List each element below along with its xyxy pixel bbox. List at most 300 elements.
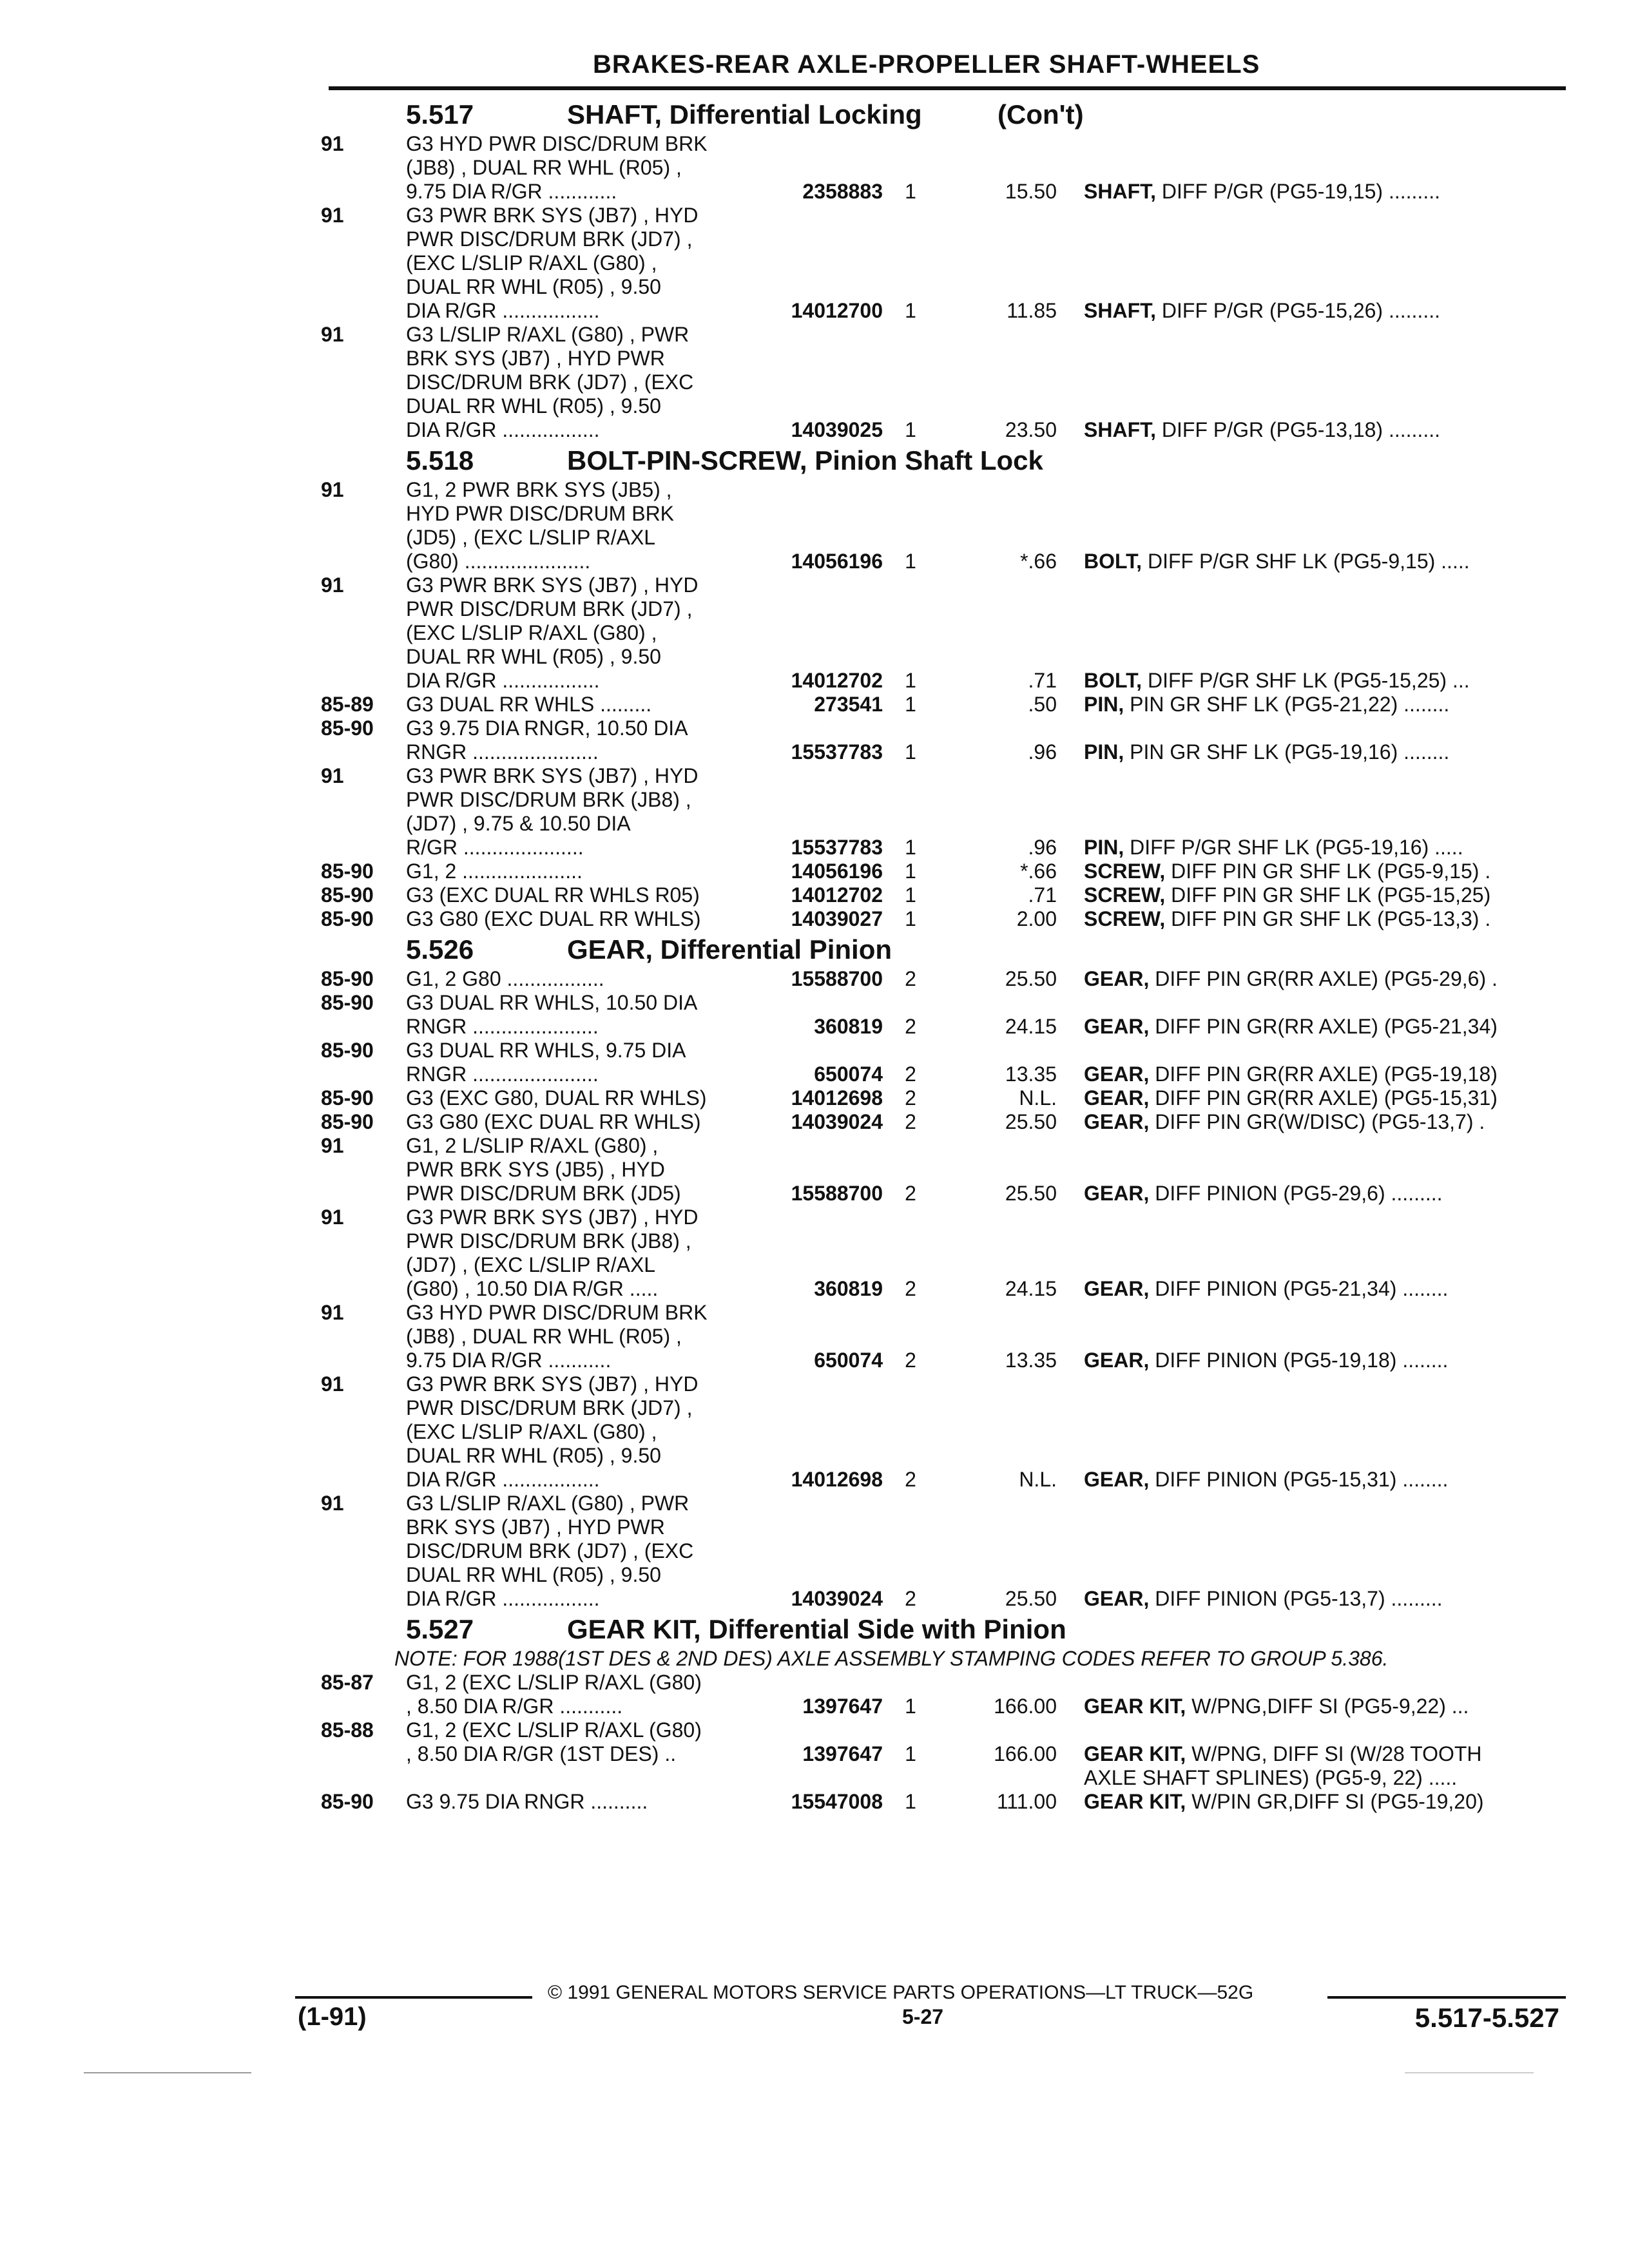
part-reference [1084,1062,1498,1086]
part-reference [1084,1586,1443,1611]
part-number: 650074 [814,1349,883,1372]
quantity: 1 [905,836,916,859]
part-number: 15547008 [791,1790,883,1813]
part-name: GEAR, [1084,1277,1150,1300]
model-year: 91 [321,1492,344,1515]
table-row [0,1670,1629,1695]
table-row [0,1396,1629,1420]
list-price: .71 [1028,883,1057,907]
part-number: 14056196 [791,550,883,573]
model-year: 85-90 [321,967,374,990]
part-name: GEAR KIT, [1084,1742,1186,1765]
quantity: 2 [905,1349,916,1372]
part-number: 273541 [814,693,883,716]
usage-description: (JD7) , 9.75 & 10.50 DIA [406,812,631,835]
list-price: *.66 [1020,550,1057,573]
list-price: 15.50 [1005,180,1057,203]
table-row [0,1253,1629,1277]
usage-description: R/GR ..................... [406,836,584,859]
quantity: 1 [905,550,916,573]
usage-description: DIA R/GR ................. [406,1468,600,1491]
part-reference [1084,1014,1498,1039]
table-row [0,668,1629,693]
usage-description: PWR DISC/DRUM BRK (JB8) , [406,788,691,811]
usage-description: G3 L/SLIP R/AXL (G80) , PWR [406,1492,689,1515]
quantity: 1 [905,860,916,883]
note-text: NOTE: FOR 1988(1ST DES & 2ND DES) AXLE ASSEMBLY STAMPING CODES REFER TO GROUP 5.386. [394,1647,1389,1670]
table-row [0,1014,1629,1039]
usage-description: DUAL RR WHL (R05) , 9.50 [406,1444,661,1467]
table-row [0,1742,1629,1766]
table-row [0,859,1629,883]
part-name: SHAFT, [1084,418,1156,441]
model-year: 91 [321,478,344,501]
scan-artifact [84,2072,251,2073]
table-row [0,1515,1629,1539]
table-row [0,907,1629,931]
quantity: 2 [905,1015,916,1038]
table-row [0,597,1629,621]
footer-section-range: 5.517-5.527 [1414,2003,1559,2033]
model-year: 91 [321,204,344,227]
table-row [0,1300,1629,1325]
usage-description: (G80) ...................... [406,550,591,573]
table-row [0,692,1629,716]
page-header-title: BRAKES-REAR AXLE-PROPELLER SHAFT-WHEELS [593,50,1260,79]
part-detail: DIFF PINION (PG5-15,31) ........ [1149,1468,1449,1491]
model-year: 85-90 [321,1110,374,1133]
quantity: 1 [905,693,916,716]
part-name: SCREW, [1084,883,1166,907]
part-name: GEAR, [1084,1015,1150,1038]
list-price: 25.50 [1005,967,1057,990]
table-row [0,1443,1629,1468]
quantity: 1 [905,299,916,322]
section-note [0,1646,1629,1671]
quantity: 2 [905,967,916,990]
table-row [0,131,1629,156]
part-reference [1084,835,1463,860]
usage-description: 9.75 DIA R/GR ........... [406,1349,612,1372]
quantity: 1 [905,1790,916,1813]
list-price: 166.00 [994,1695,1057,1718]
part-number: 15537783 [791,836,883,859]
usage-description: DUAL RR WHL (R05) , 9.50 [406,394,661,418]
table-row [0,1419,1629,1444]
part-detail: DIFF PIN GR(RR AXLE) (PG5-15,31) [1149,1086,1498,1110]
part-number: 360819 [814,1015,883,1038]
list-price: 25.50 [1005,1587,1057,1610]
usage-description: G3 PWR BRK SYS (JB7) , HYD [406,1372,699,1396]
usage-description: G3 DUAL RR WHLS, 10.50 DIA [406,991,698,1014]
usage-description: BRK SYS (JB7) , HYD PWR [406,347,665,370]
part-detail: DIFF P/GR SHF LK (PG5-19,16) ..... [1124,836,1463,859]
part-reference [1084,692,1449,716]
usage-description: G1, 2 (EXC L/SLIP R/AXL (G80) [406,1718,702,1742]
list-price: 13.35 [1005,1349,1057,1372]
usage-description: (JB8) , DUAL RR WHL (R05) , [406,156,682,179]
table-row [0,966,1629,991]
usage-description: (JD5) , (EXC L/SLIP R/AXL [406,526,656,549]
part-detail: DIFF PIN GR(W/DISC) (PG5-13,7) . [1149,1110,1485,1133]
part-reference [1084,668,1470,693]
quantity: 2 [905,1587,916,1610]
part-reference [1084,907,1490,931]
table-row [0,322,1629,347]
part-number: 14039024 [791,1587,883,1610]
part-reference [1084,1694,1469,1718]
usage-description: HYD PWR DISC/DRUM BRK [406,502,675,525]
usage-description: G3 (EXC G80, DUAL RR WHLS) [406,1086,707,1110]
section-number: 5.526 [406,934,474,965]
part-name: GEAR, [1084,1587,1150,1610]
table-row [0,1181,1629,1206]
table-row [0,620,1629,645]
usage-description: G3 G80 (EXC DUAL RR WHLS) [406,907,701,930]
part-detail: DIFF P/GR SHF LK (PG5-15,25) ... [1142,669,1470,692]
table-row [0,298,1629,323]
part-number: 15537783 [791,740,883,764]
scan-artifact [1405,2072,1534,2073]
part-reference [1084,1086,1498,1110]
model-year: 91 [321,573,344,597]
section-heading [0,98,1629,131]
part-number: 650074 [814,1062,883,1086]
usage-description: (G80) , 10.50 DIA R/GR ..... [406,1277,659,1300]
usage-description: G3 9.75 DIA RNGR .......... [406,1790,648,1813]
usage-description: DISC/DRUM BRK (JD7) , (EXC [406,1539,694,1562]
table-row [0,418,1629,442]
model-year: 85-90 [321,716,374,740]
quantity: 1 [905,907,916,930]
table-row [0,1276,1629,1301]
footer-rule-left [295,1996,532,1999]
usage-description: PWR BRK SYS (JB5) , HYD [406,1158,665,1181]
quantity: 1 [905,669,916,692]
section-number: 5.518 [406,445,474,476]
quantity: 1 [905,740,916,764]
table-row [0,835,1629,860]
part-number: 14012700 [791,299,883,322]
model-year: 85-87 [321,1671,374,1694]
part-reference [1084,549,1470,573]
usage-description: RNGR ...................... [406,740,599,764]
section-name: GEAR, Differential Pinion [567,934,892,965]
part-detail: W/PNG,DIFF SI (PG5-9,22) ... [1186,1695,1469,1718]
model-year: 91 [321,323,344,346]
part-number: 1397647 [802,1742,883,1765]
part-number: 14012698 [791,1468,883,1491]
part-detail: DIFF PIN GR SHF LK (PG5-13,3) . [1165,907,1491,930]
part-reference [1084,740,1449,764]
quantity: 2 [905,1062,916,1086]
usage-description: (EXC L/SLIP R/AXL (G80) , [406,1420,657,1443]
usage-description: G3 9.75 DIA RNGR, 10.50 DIA [406,716,688,740]
part-detail: DIFF PIN GR(RR AXLE) (PG5-29,6) . [1149,967,1498,990]
table-row [0,274,1629,299]
list-price: N.L. [1019,1086,1057,1110]
usage-description: DUAL RR WHL (R05) , 9.50 [406,645,661,668]
part-name: GEAR KIT, [1084,1695,1186,1718]
part-reference [1084,1742,1482,1766]
usage-description: (EXC L/SLIP R/AXL (G80) , [406,251,657,274]
part-name: SCREW, [1084,860,1166,883]
part-reference [1084,883,1490,907]
table-row [0,1467,1629,1492]
part-number: 360819 [814,1277,883,1300]
part-name: GEAR, [1084,967,1150,990]
part-detail: DIFF PINION (PG5-19,18) ........ [1149,1349,1449,1372]
list-price: *.66 [1020,860,1057,883]
table-row [0,1372,1629,1396]
model-year: 85-90 [321,991,374,1014]
table-row [0,990,1629,1015]
footer-page-number: 5-27 [902,2005,944,2028]
table-row [0,477,1629,502]
usage-description: G3 HYD PWR DISC/DRUM BRK [406,132,708,155]
table-row [0,1348,1629,1372]
part-name: PIN, [1084,836,1124,859]
usage-description: G3 (EXC DUAL RR WHLS R05) [406,883,700,907]
part-name: PIN, [1084,693,1124,716]
table-row [0,1694,1629,1718]
part-detail: PIN GR SHF LK (PG5-21,22) ........ [1124,693,1450,716]
usage-description: DISC/DRUM BRK (JD7) , (EXC [406,370,694,394]
part-detail: DIFF PIN GR SHF LK (PG5-9,15) . [1165,860,1491,883]
model-year: 85-89 [321,693,374,716]
quantity: 2 [905,1277,916,1300]
model-year: 85-90 [321,907,374,930]
table-row [0,1086,1629,1110]
quantity: 2 [905,1110,916,1133]
quantity: 1 [905,1742,916,1765]
part-name: SCREW, [1084,907,1166,930]
table-row [0,1229,1629,1253]
part-reference [1084,1181,1443,1206]
table-row [0,1038,1629,1062]
table-row [0,346,1629,370]
part-reference [1084,1765,1457,1790]
usage-description: G3 L/SLIP R/AXL (G80) , PWR [406,323,689,346]
part-number: 2358883 [802,180,883,203]
table-row [0,1539,1629,1563]
quantity: 2 [905,1086,916,1110]
usage-description: , 8.50 DIA R/GR (1ST DES) .. [406,1742,677,1765]
table-row [0,203,1629,227]
usage-description: PWR DISC/DRUM BRK (JB8) , [406,1229,691,1253]
usage-description: , 8.50 DIA R/GR ........... [406,1695,623,1718]
table-row [0,573,1629,597]
part-detail: W/PIN GR,DIFF SI (PG5-19,20) [1186,1790,1484,1813]
quantity: 2 [905,1468,916,1491]
table-row [0,251,1629,275]
part-detail: DIFF PINION (PG5-29,6) ......... [1149,1182,1443,1205]
list-price: .71 [1028,669,1057,692]
usage-description: G1, 2 G80 ................. [406,967,604,990]
usage-description: DUAL RR WHL (R05) , 9.50 [406,275,661,298]
part-detail: PIN GR SHF LK (PG5-19,16) ........ [1124,740,1450,764]
usage-description: G3 PWR BRK SYS (JB7) , HYD [406,764,699,787]
table-row [0,1062,1629,1086]
part-name: GEAR, [1084,1349,1150,1372]
table-row [0,370,1629,394]
part-reference [1084,859,1490,883]
part-number: 1397647 [802,1695,883,1718]
table-row [0,1205,1629,1229]
part-detail: DIFF PINION (PG5-21,34) ........ [1149,1277,1449,1300]
part-name: GEAR, [1084,1086,1150,1110]
part-number: 15588700 [791,967,883,990]
usage-description: PWR DISC/DRUM BRK (JD7) , [406,1396,693,1419]
list-price: N.L. [1019,1468,1057,1491]
part-name: GEAR KIT, [1084,1790,1186,1813]
usage-description: G1, 2 PWR BRK SYS (JB5) , [406,478,672,501]
table-row [0,549,1629,573]
quantity: 1 [905,883,916,907]
part-detail: DIFF P/GR (PG5-13,18) ......... [1156,418,1440,441]
section-continued: (Con't) [998,99,1084,130]
usage-description: DIA R/GR ................. [406,299,600,322]
part-reference [1084,966,1498,991]
list-price: 11.85 [1007,299,1057,322]
section-heading [0,444,1629,477]
table-row [0,787,1629,812]
list-price: .50 [1028,693,1057,716]
part-name: BOLT, [1084,669,1142,692]
table-row [0,1133,1629,1158]
list-price: .96 [1028,740,1057,764]
section-heading [0,1613,1629,1646]
model-year: 91 [321,1134,344,1157]
quantity: 1 [905,418,916,441]
part-reference [1084,1276,1448,1301]
part-detail: W/PNG, DIFF SI (W/28 TOOTH [1186,1742,1482,1765]
usage-description: (EXC L/SLIP R/AXL (G80) , [406,621,657,644]
part-number: 14012702 [791,883,883,907]
model-year: 91 [321,1372,344,1396]
table-row [0,1718,1629,1742]
part-number: 14039027 [791,907,883,930]
part-number: 14012702 [791,669,883,692]
part-reference [1084,1110,1485,1134]
list-price: 111.00 [996,1790,1057,1813]
list-price: 23.50 [1005,418,1057,441]
list-price: 25.50 [1005,1110,1057,1133]
table-row [0,644,1629,669]
part-detail: AXLE SHAFT SPLINES) (PG5-9, 22) ..... [1084,1766,1458,1789]
table-row [0,1157,1629,1182]
usage-description: 9.75 DIA R/GR ............ [406,180,617,203]
usage-description: RNGR ...................... [406,1015,599,1038]
part-reference [1084,418,1440,442]
usage-description: (JB8) , DUAL RR WHL (R05) , [406,1325,682,1348]
list-price: 2.00 [1016,907,1057,930]
model-year: 85-90 [321,860,374,883]
usage-description: G3 DUAL RR WHLS ......... [406,693,652,716]
part-detail: DIFF PIN GR(RR AXLE) (PG5-19,18) [1149,1062,1498,1086]
part-name: GEAR, [1084,1110,1150,1133]
part-detail: DIFF P/GR SHF LK (PG5-9,15) ..... [1142,550,1470,573]
model-year: 91 [321,764,344,787]
usage-description: G3 PWR BRK SYS (JB7) , HYD [406,204,699,227]
table-row [0,1562,1629,1587]
list-price: 25.50 [1005,1182,1057,1205]
part-detail: DIFF P/GR (PG5-19,15) ......... [1156,180,1440,203]
model-year: 85-90 [321,883,374,907]
usage-description: PWR DISC/DRUM BRK (JD5) [406,1182,681,1205]
quantity: 1 [905,1695,916,1718]
part-reference [1084,298,1440,323]
usage-description: DIA R/GR ................. [406,669,600,692]
list-price: 166.00 [994,1742,1057,1765]
table-row [0,501,1629,526]
part-detail: DIFF PIN GR SHF LK (PG5-15,25) [1165,883,1491,907]
table-row [0,764,1629,788]
usage-description: G3 DUAL RR WHLS, 9.75 DIA [406,1039,686,1062]
usage-description: G1, 2 L/SLIP R/AXL (G80) , [406,1134,659,1157]
part-number: 14012698 [791,1086,883,1110]
section-name: BOLT-PIN-SCREW, Pinion Shaft Lock [567,445,1043,476]
part-reference [1084,179,1440,204]
quantity: 2 [905,1182,916,1205]
usage-description: BRK SYS (JB7) , HYD PWR [406,1515,665,1539]
footer-rule-right [1327,1996,1566,1999]
table-row [0,155,1629,180]
part-name: GEAR, [1084,1062,1150,1086]
part-name: GEAR, [1084,1468,1150,1491]
section-number: 5.517 [406,99,474,130]
usage-description: PWR DISC/DRUM BRK (JD7) , [406,227,693,251]
footer-date-code: (1-91) [298,2003,367,2031]
part-name: SHAFT, [1084,299,1156,322]
model-year: 91 [321,1301,344,1324]
usage-description: DUAL RR WHL (R05) , 9.50 [406,1563,661,1586]
table-row [0,883,1629,907]
part-number: 14039024 [791,1110,883,1133]
section-number: 5.527 [406,1614,474,1644]
usage-description: (JD7) , (EXC L/SLIP R/AXL [406,1253,656,1276]
list-price: .96 [1028,836,1057,859]
usage-description: DIA R/GR ................. [406,1587,600,1610]
part-number: 15588700 [791,1182,883,1205]
section-name: GEAR KIT, Differential Side with Pinion [567,1614,1066,1644]
footer-copyright: © 1991 GENERAL MOTORS SERVICE PARTS OPERATIONS—LT TRUCK—52G [548,1982,1254,2003]
part-name: PIN, [1084,740,1124,764]
table-row [0,716,1629,740]
part-reference [1084,1348,1448,1372]
table-row [0,811,1629,836]
model-year: 85-90 [321,1790,374,1813]
model-year: 85-88 [321,1718,374,1742]
table-row [0,1789,1629,1814]
table-row [0,740,1629,764]
header-rule [329,86,1566,90]
part-number: 14056196 [791,860,883,883]
usage-description: DIA R/GR ................. [406,418,600,441]
table-row [0,179,1629,204]
usage-description: PWR DISC/DRUM BRK (JD7) , [406,597,693,620]
section-heading [0,933,1629,966]
model-year: 85-90 [321,1039,374,1062]
quantity: 1 [905,180,916,203]
part-number: 14039025 [791,418,883,441]
usage-description: G3 PWR BRK SYS (JB7) , HYD [406,573,699,597]
table-row [0,1765,1629,1790]
usage-description: G1, 2 (EXC L/SLIP R/AXL (G80) [406,1671,702,1694]
part-name: SHAFT, [1084,180,1156,203]
usage-description: RNGR ...................... [406,1062,599,1086]
part-reference [1084,1789,1484,1814]
